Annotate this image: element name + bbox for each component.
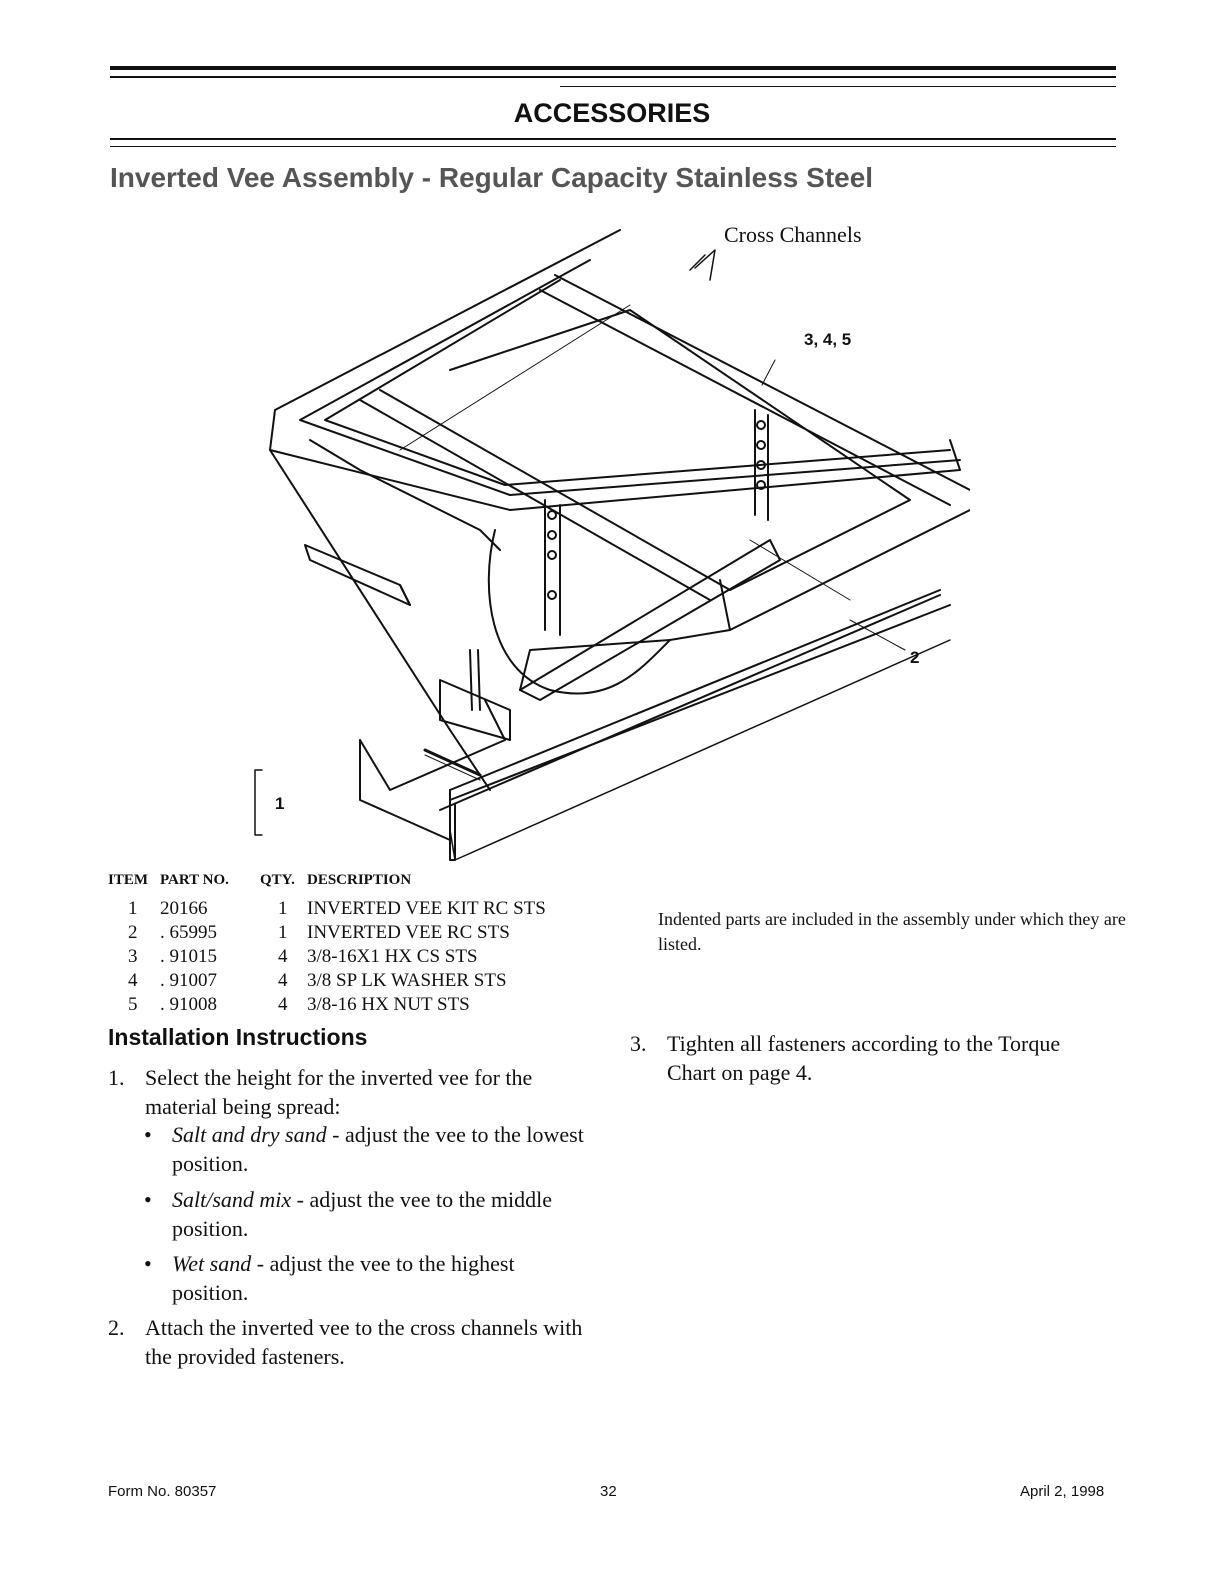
bullet-term: Wet sand [172, 1251, 252, 1276]
cell-part-no: 20166 [160, 898, 208, 919]
bullet-desc: - adjust the vee to the middle position. [172, 1187, 553, 1241]
step-text: Select the height for the inverted vee for the material being spread: [145, 1065, 533, 1119]
cell-part-no: . 65995 [160, 922, 217, 943]
col-header-part-no: PART NO. [160, 872, 229, 888]
step-number: 2. [108, 1315, 125, 1340]
cell-description: INVERTED VEE KIT RC STS [307, 898, 546, 919]
footer-form-number: Form No. 80357 [108, 1483, 217, 1500]
cell-description: 3/8 SP LK WASHER STS [307, 970, 507, 991]
col-header-description: DESCRIPTION [307, 872, 412, 888]
step-text: Attach the inverted vee to the cross channels with the provided fasteners. [145, 1315, 583, 1369]
cell-qty: 4 [278, 994, 288, 1015]
bullet-desc: - adjust the vee to the highest position. [172, 1251, 515, 1305]
cell-item: 4 [128, 970, 138, 991]
table-row [108, 946, 628, 970]
cell-part-no: . 91008 [160, 994, 217, 1015]
col-header-qty: QTY. [260, 872, 295, 888]
page-heading: Inverted Vee Assembly - Regular Capacity Stainless Steel [110, 162, 874, 193]
callout-items-3-4-5: 3, 4, 5 [804, 330, 852, 349]
col-header-item: ITEM [108, 872, 149, 888]
bullet-text [172, 1249, 592, 1307]
table-row [108, 970, 628, 994]
bullet-text [172, 1120, 592, 1178]
cell-description: INVERTED VEE RC STS [307, 922, 510, 943]
section-title-underline [110, 138, 1116, 140]
step-text: Tighten all fasteners according to the Torque Chart on page 4. [667, 1031, 1061, 1085]
cell-part-no: . 91015 [160, 946, 217, 967]
cell-qty: 4 [278, 970, 288, 991]
bullet-text [172, 1185, 592, 1243]
bullet-desc: - adjust the vee to the lowest position. [172, 1122, 584, 1176]
table-row [108, 994, 628, 1018]
top-rule-thin [110, 76, 1116, 78]
bullet-icon: • [144, 1187, 152, 1212]
cell-item: 5 [128, 994, 138, 1015]
callout-item-2: 2 [910, 648, 920, 667]
bullet-icon: • [144, 1122, 152, 1147]
cell-item: 3 [128, 946, 138, 967]
bullet-term: Salt/sand mix [172, 1187, 292, 1212]
bullet-icon: • [144, 1251, 152, 1276]
cell-item: 1 [128, 898, 138, 919]
table-row [108, 898, 628, 922]
callout-cross-channels: Cross Channels [724, 222, 862, 247]
step-number: 1. [108, 1065, 125, 1090]
footer-date: April 2, 1998 [1020, 1483, 1105, 1500]
table-row [108, 922, 628, 946]
cell-description: 3/8-16 HX NUT STS [307, 994, 470, 1015]
bullet-term: Salt and dry sand [172, 1122, 327, 1147]
cell-description: 3/8-16X1 HX CS STS [307, 946, 478, 967]
cell-item: 2 [128, 922, 138, 943]
cell-qty: 4 [278, 946, 288, 967]
cell-qty: 1 [278, 922, 288, 943]
top-rule-thick [110, 66, 1116, 70]
footer-page-number: 32 [600, 1483, 617, 1500]
cell-part-no: . 91007 [160, 970, 217, 991]
step-number: 3. [630, 1031, 647, 1056]
assembly-drawing [250, 210, 970, 870]
callout-item-1: 1 [275, 794, 285, 813]
indented-parts-note: Indented parts are included in the assembly under which they are listed. [658, 909, 1126, 954]
assembly-diagram [250, 210, 970, 870]
top-rule-offset [560, 86, 1116, 87]
installation-heading: Installation Instructions [108, 1024, 368, 1050]
cell-qty: 1 [278, 898, 288, 919]
section-title: ACCESSORIES [513, 98, 711, 128]
section-title-underline-lower [110, 146, 1116, 147]
